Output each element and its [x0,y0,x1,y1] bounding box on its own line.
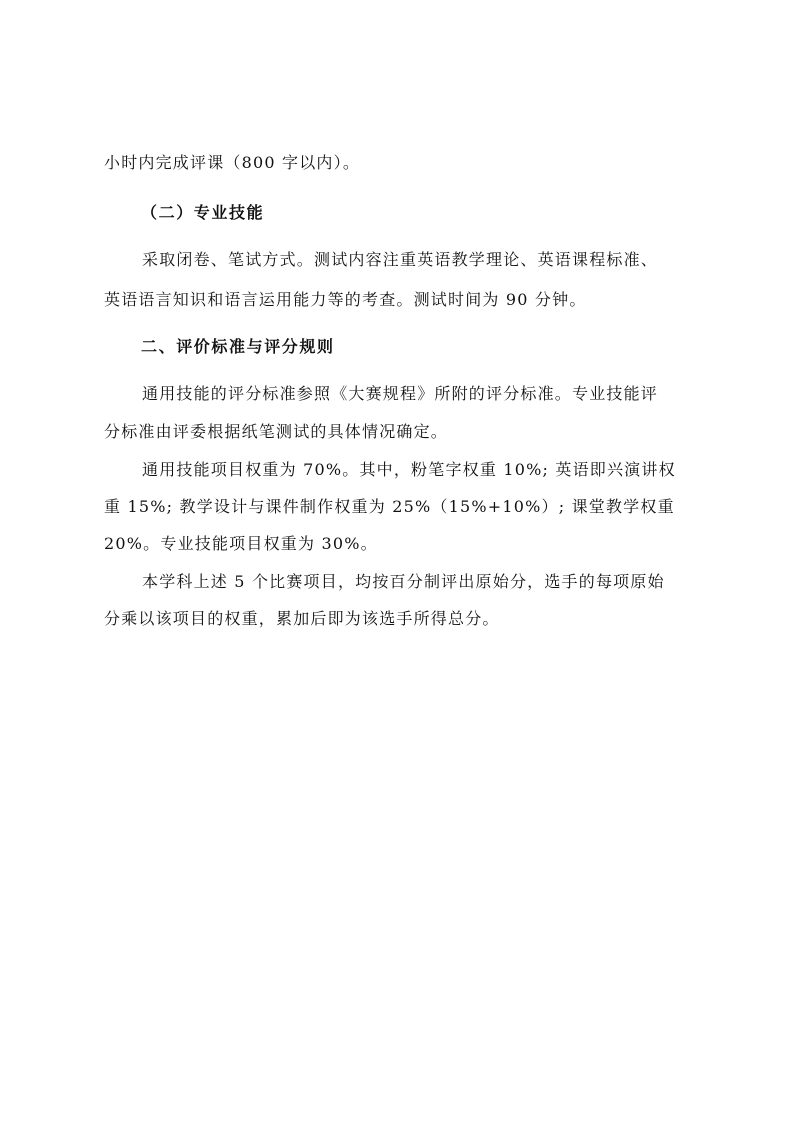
paragraph-line: 分标准由评委根据纸笔测试的具体情况确定。 [104,422,449,441]
paragraph-line: 本学科上述 5 个比赛项目，均按百分制评出原始分，选手的每项原始 [142,572,665,591]
paragraph-line: 英语语言知识和语言运用能力等的考查。测试时间为 90 分钟。 [104,290,587,309]
paragraph-line: 采取闭卷、笔试方式。测试内容注重英语教学理论、英语课程标准、 [142,250,659,269]
paragraph-line: 通用技能的评分标准参照《大赛规程》所附的评分标准。专业技能评 [142,384,659,403]
paragraph-line: 重 15%; 教学设计与课件制作权重为 25%（15%+10%）; 课堂教学权重 [104,497,675,516]
section-heading: （二）专业技能 [141,203,265,222]
paragraph-line: 小时内完成评课（800 字以内）。 [104,153,361,172]
section-heading: 二、评价标准与评分规则 [141,337,335,356]
paragraph-line: 通用技能项目权重为 70%。其中，粉笔字权重 10%; 英语即兴演讲权 [142,460,676,479]
paragraph-line: 分乘以该项目的权重，累加后即为该选手所得总分。 [104,609,500,628]
paragraph-line: 20%。专业技能项目权重为 30%。 [104,534,378,553]
